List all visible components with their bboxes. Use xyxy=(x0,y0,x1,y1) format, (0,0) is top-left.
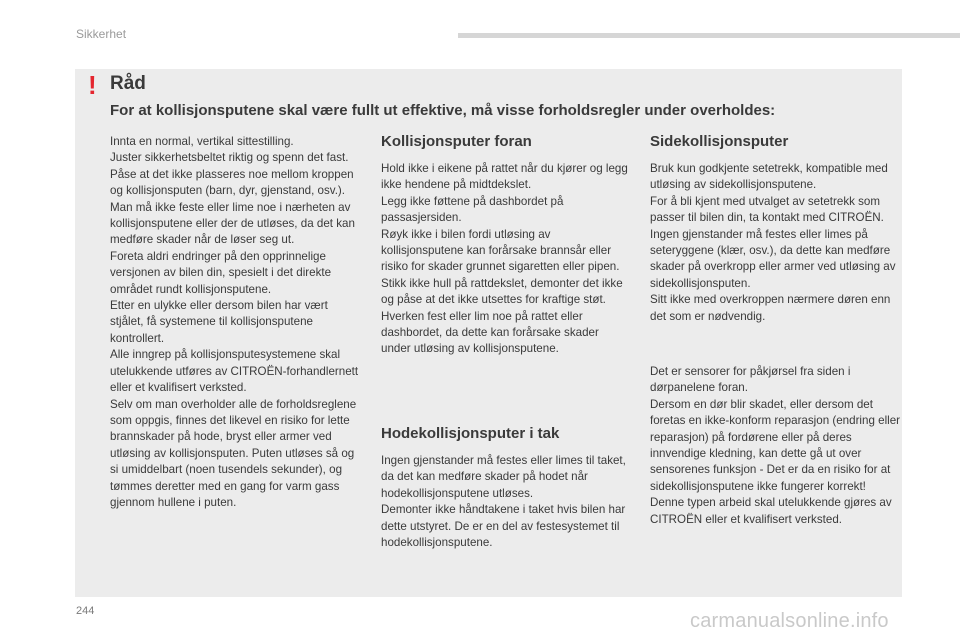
front-airbags-section xyxy=(381,133,631,358)
exclamation-icon: ! xyxy=(88,70,97,100)
section-label: Sikkerhet xyxy=(76,27,127,41)
header-bar xyxy=(458,33,960,38)
head-airbags-text: Ingen gjenstander må festes eller limes til taket, da det kan medføre skader på hodet når hodekollisjonsputene utløses. Demonter ikke håndtakene i taket hvis bilen har dette utstyret. De er en del av festesystemet til hodekollisjonsputene. xyxy=(381,454,626,550)
page-title: Råd xyxy=(110,73,146,94)
side-airbags-text: Bruk kun godkjente setetrekk, kompatible med utløsing av sidekollisjonsputene. For å bli kjent med utvalget av setetrekk som passer til bilen din, ta kontakt med CITROËN. Ingen gjenstander må festes eller limes på seteryggene (klær, osv.), da dette kan medføre skader på overkropp eller armer ved utløsing av sidekollisjonsputen. Sitt ikke med overkroppen nærmere døren enn det som er nødvendig. xyxy=(650,162,896,323)
front-airbags-heading: Kollisjonsputer foran xyxy=(381,133,532,150)
intro-text: Innta en normal, vertikal sittestilling. Juster sikkerhetsbeltet riktig og spenn det fast. Påse at det ikke plasseres noe mellom kroppen og kollisjonsputen (barn, dyr, gjenstand, osv.). Man må ikke feste eller lime noe i nærheten av kollisjonsputene eller der de utløses, da det kan medføre skader når de løser seg ut. Foreta aldri endringer på den opprinnelige versjonen av bilen din, spesielt i det direkte området rundt kollisjonsputene. Etter en ulykke eller dersom bilen har vært stjålet, få systemene til kollisjonsputene kontrollert. Alle inngrep på kollisjonsputesystemene skal utelukkende utføres av CITROËN-forhandlernett eller et kvalifisert verksted. Selv om man overholder alle de forholdsreglene som oppgis, finnes det likevel en risiko for lette brannskader på hode, bryst eller armer ved utløsing av kollisjonsputen. Puten utløses så og si umiddelbart (noen tusendels sekunder), og tømmes deretter med en gang for varm gass gjennom hullene i puten. xyxy=(110,135,359,509)
page-number: 244 xyxy=(76,605,95,617)
sensors-section xyxy=(650,364,900,528)
side-airbags-section xyxy=(650,133,900,325)
side-airbags-heading: Sidekollisjonsputer xyxy=(650,133,789,150)
front-airbags-text: Hold ikke i eikene på rattet når du kjører og legg ikke hendene på midtdekslet. Legg ikke føttene på dashbordet på passasjersiden. Røyk ikke i bilen fordi utløsing av kollisjonsputene kan forårsake brannsår eller risiko for skader grunnet sigaretten eller pipen. Stikk ikke hull på rattdekslet, demonter det ikke og påse at det ikke utsettes for kraftige støt. Hverken fest eller lim noe på rattet eller dashbordet, da dette kan forårsake skader under utløsing av kollisjonsputene. xyxy=(381,162,628,356)
intro-column xyxy=(110,134,360,511)
head-airbags-heading: Hodekollisjonsputer i tak xyxy=(381,425,560,442)
watermark: carmanualsonline.info xyxy=(690,610,889,632)
sensors-text: Det er sensorer for påkjørsel fra siden i dørpanelene foran. Dersom en dør blir skadet, eller dersom det foretas en ikke-konform reparasjon (endring eller reparasjon) på fordørene eller på deres innvendige kledning, kan dette gå ut over sensorenes funksjon - Det er da en risiko for at sidekollisjonsputene ikke fungerer korrekt! Denne typen arbeid skal utelukkende gjøres av CITROËN eller et kvalifisert verksted. xyxy=(650,365,901,526)
head-airbags-section xyxy=(381,425,631,551)
page-subtitle: For at kollisjonsputene skal være fullt ut effektive, må visse forholdsregler under overholdes: xyxy=(110,102,776,119)
